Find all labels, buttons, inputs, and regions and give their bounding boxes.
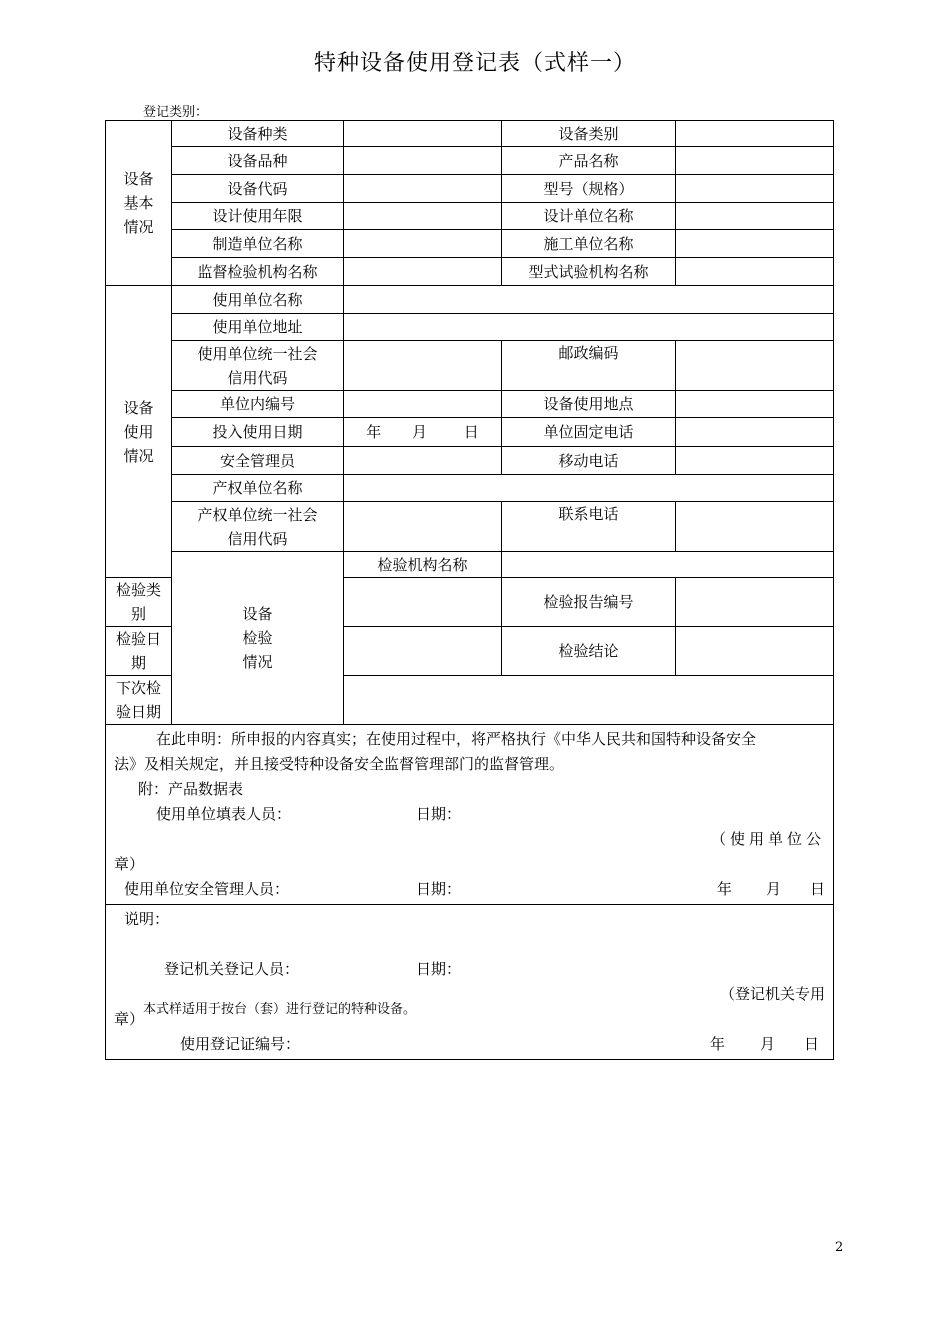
label-user-unit-address: 使用单位地址 [172, 314, 344, 341]
registration-form-table [105, 120, 834, 1060]
value-model-spec[interactable] [676, 175, 834, 203]
label-owner-unit-name: 产权单位名称 [172, 475, 344, 502]
certificate-number-label: 使用登记证编号： [180, 1035, 301, 1053]
value-manufacturer[interactable] [344, 230, 502, 258]
value-report-number[interactable] [676, 578, 834, 627]
section-usage-info: 设备 使用 情况 [106, 286, 172, 578]
label-manufacturer: 制造单位名称 [172, 230, 344, 258]
label-user-credit-code: 使用单位统一社会 信用代码 [172, 341, 344, 391]
value-start-date[interactable]: 年 月 日 [344, 418, 502, 447]
value-owner-unit-name[interactable] [344, 475, 834, 502]
value-owner-credit-code[interactable] [344, 502, 502, 552]
label-equipment-category: 设备类别 [502, 121, 676, 147]
declaration-line-1: 在此申明：所申报的内容真实；在使用过程中，将严格执行《中华人民共和国特种设备安全 [156, 730, 757, 748]
value-product-name[interactable] [676, 147, 834, 175]
safety-date-label: 日期： [416, 880, 462, 898]
value-design-unit[interactable] [676, 203, 834, 230]
label-owner-credit-code: 产权单位统一社会 信用代码 [172, 502, 344, 552]
value-design-life[interactable] [344, 203, 502, 230]
label-construction-unit: 施工单位名称 [502, 230, 676, 258]
label-next-inspection-date: 下次检验日期 [106, 676, 172, 725]
value-internal-number[interactable] [344, 391, 502, 418]
label-unit-phone: 单位固定电话 [502, 418, 676, 447]
label-inspection-org: 检验机构名称 [344, 552, 502, 578]
value-user-unit-address[interactable] [344, 314, 834, 341]
section-inspection-info: 设备 检验 情况 [172, 552, 344, 725]
label-user-unit-name: 使用单位名称 [172, 286, 344, 314]
value-safety-manager[interactable] [344, 447, 502, 475]
label-report-number: 检验报告编号 [502, 578, 676, 627]
registrar-label: 登记机关登记人员： [164, 960, 300, 978]
label-equipment-variety: 设备品种 [172, 147, 344, 175]
value-postcode[interactable] [676, 341, 834, 391]
filler-date-label: 日期： [416, 805, 462, 823]
safety-staff-label: 使用单位安全管理人员： [124, 880, 290, 898]
value-type-test-org[interactable] [676, 258, 834, 286]
authority-seal-label-cont: 章） [114, 1010, 145, 1028]
authority-seal-label: （登记机关专用 [719, 985, 825, 1003]
value-equipment-category[interactable] [676, 121, 834, 147]
label-contact-phone: 联系电话 [502, 502, 676, 552]
value-inspection-date[interactable] [344, 627, 502, 676]
value-inspection-type[interactable] [344, 578, 502, 627]
declaration-block: 在此申明：所申报的内容真实；在使用过程中，将严格执行《中华人民共和国特种设备安全 法》及相关规定，并且接受特种设备安全监督管理部门的监督管理。 附：产品数据表 使用单位填表人员： 日期： （使用单位公 章） 使用单位安全管理人员： 日期： 年 月 日 [106, 725, 834, 905]
label-equipment-code: 设备代码 [172, 175, 344, 203]
value-inspection-org[interactable] [502, 552, 834, 578]
label-inspection-date: 检验日期 [106, 627, 172, 676]
label-design-life: 设计使用年限 [172, 203, 344, 230]
label-inspection-conclusion: 检验结论 [502, 627, 676, 676]
label-mobile-phone: 移动电话 [502, 447, 676, 475]
label-product-name: 产品名称 [502, 147, 676, 175]
declaration-line-2: 法》及相关规定，并且接受特种设备安全监督管理部门的监督管理。 [114, 755, 565, 773]
value-mobile-phone[interactable] [676, 447, 834, 475]
value-equipment-code[interactable] [344, 175, 502, 203]
value-user-unit-name[interactable] [344, 286, 834, 314]
filler-label: 使用单位填表人员： [156, 805, 292, 823]
label-model-spec: 型号（规格） [502, 175, 676, 203]
label-equipment-kind: 设备种类 [172, 121, 344, 147]
label-supervision-org: 监督检验机构名称 [172, 258, 344, 286]
label-inspection-type: 检验类别 [106, 578, 172, 627]
registration-type-label: 登记类别： [143, 105, 209, 120]
label-safety-manager: 安全管理员 [172, 447, 344, 475]
value-equipment-variety[interactable] [344, 147, 502, 175]
value-usage-location[interactable] [676, 391, 834, 418]
section-basic-info: 设备 基本 情况 [106, 121, 172, 286]
value-user-credit-code[interactable] [344, 341, 502, 391]
attachment-label: 附：产品数据表 [138, 780, 244, 798]
value-construction-unit[interactable] [676, 230, 834, 258]
value-inspection-conclusion[interactable] [676, 627, 834, 676]
note-label: 说明： [124, 910, 170, 928]
user-seal-label-cont: 章） [114, 855, 145, 873]
registration-note-block: 说明： 登记机关登记人员： 日期： （登记机关专用 章） 使用登记证编号： 年 月 日 [106, 905, 834, 1060]
registrar-date-label: 日期： [416, 960, 462, 978]
label-start-date: 投入使用日期 [172, 418, 344, 447]
label-internal-number: 单位内编号 [172, 391, 344, 418]
page-number: 2 [835, 1240, 844, 1255]
label-type-test-org: 型式试验机构名称 [502, 258, 676, 286]
label-postcode: 邮政编码 [502, 341, 676, 391]
value-unit-phone[interactable] [676, 418, 834, 447]
footnote: 本式样适用于按台（套）进行登记的特种设备。 [143, 1002, 417, 1017]
value-supervision-org[interactable] [344, 258, 502, 286]
value-equipment-kind[interactable] [344, 121, 502, 147]
label-design-unit: 设计单位名称 [502, 203, 676, 230]
value-next-inspection-date[interactable] [344, 676, 834, 725]
page-title: 特种设备使用登记表（式样一） [313, 51, 636, 76]
label-usage-location: 设备使用地点 [502, 391, 676, 418]
value-contact-phone[interactable] [676, 502, 834, 552]
user-seal-label: （使用单位公 [710, 830, 825, 848]
